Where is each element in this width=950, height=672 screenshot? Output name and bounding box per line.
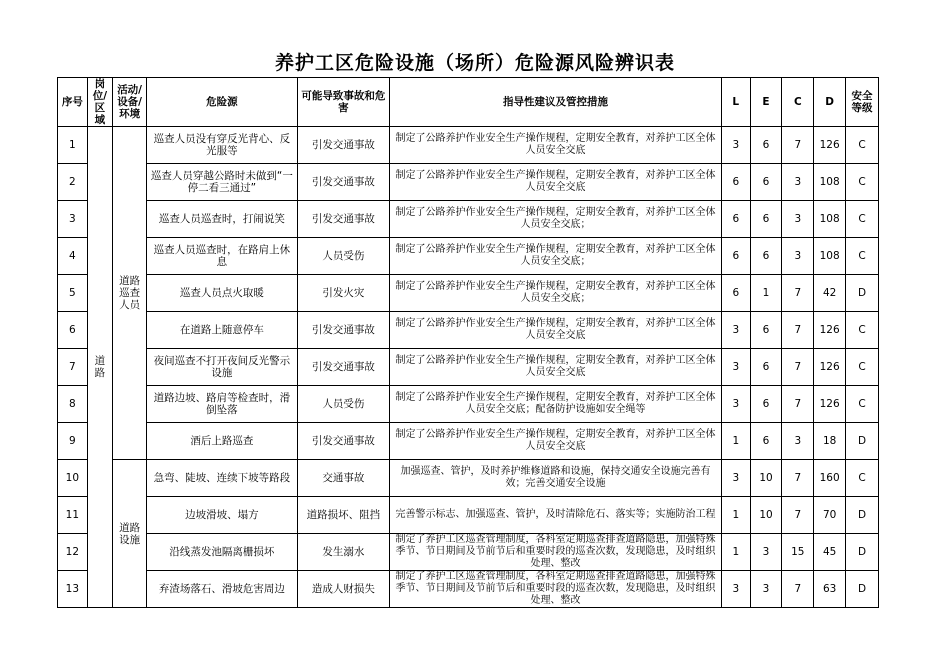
d-value: 126 (814, 127, 846, 164)
row-no: 10 (58, 460, 88, 497)
grade-value: D (846, 534, 879, 571)
row-no: 9 (58, 423, 88, 460)
d-value: 18 (814, 423, 846, 460)
header-activity: 活动/设备/环境 (113, 78, 147, 127)
measures-cell: 制定了公路养护作业安全生产操作规程，定期安全教育，对养护工区全体人员安全交底 (389, 164, 721, 201)
c-value: 7 (782, 312, 814, 349)
table-row (58, 349, 879, 386)
d-value: 126 (814, 312, 846, 349)
l-value: 1 (721, 497, 750, 534)
e-value: 6 (750, 386, 782, 423)
accident-cell: 交通事故 (297, 460, 389, 497)
header-post: 岗位/区域 (87, 78, 112, 127)
l-value: 3 (721, 349, 750, 386)
post-cell: 道路 (87, 127, 112, 608)
measures-cell: 制定了养护工区巡查管理制度，各科室定期巡查排查道路隐患，加强特殊季节、节日期间及节前节后和重要时段的巡查次数，发现隐患，及时组织处理、整改 (389, 571, 721, 608)
hazard-cell: 边坡滑坡、塌方 (147, 497, 298, 534)
row-no: 8 (58, 386, 88, 423)
measures-cell: 制定了公路养护作业安全生产操作规程，定期安全教育，对养护工区全体人员安全交底； (389, 201, 721, 238)
l-value: 6 (721, 275, 750, 312)
accident-cell: 引发交通事故 (297, 423, 389, 460)
accident-cell: 引发交通事故 (297, 127, 389, 164)
grade-value: C (846, 238, 879, 275)
c-value: 7 (782, 571, 814, 608)
l-value: 3 (721, 571, 750, 608)
hazard-cell: 夜间巡查不打开夜间反光警示设施 (147, 349, 298, 386)
header-row (58, 78, 879, 127)
table-row (58, 386, 879, 423)
l-value: 1 (721, 534, 750, 571)
measures-cell: 制定了公路养护作业安全生产操作规程，定期安全教育，对养护工区全体人员安全交底 (389, 312, 721, 349)
row-no: 7 (58, 349, 88, 386)
l-value: 3 (721, 127, 750, 164)
l-value: 1 (721, 423, 750, 460)
measures-cell: 制定了公路养护作业安全生产操作规程，定期安全教育，对养护工区全体人员安全交底 (389, 127, 721, 164)
l-value: 3 (721, 386, 750, 423)
accident-cell: 人员受伤 (297, 238, 389, 275)
accident-cell: 发生溺水 (297, 534, 389, 571)
e-value: 6 (750, 201, 782, 238)
hazard-cell: 巡查人员巡查时，打闹说笑 (147, 201, 298, 238)
d-value: 108 (814, 238, 846, 275)
grade-value: C (846, 201, 879, 238)
hazard-cell: 急弯、陡坡、连续下坡等路段 (147, 460, 298, 497)
c-value: 3 (782, 238, 814, 275)
header-grade: 安全等级 (846, 78, 879, 127)
grade-value: D (846, 497, 879, 534)
c-value: 3 (782, 423, 814, 460)
activity-group-cell: 道路巡查人员 (113, 127, 147, 460)
d-value: 126 (814, 386, 846, 423)
grade-value: D (846, 571, 879, 608)
hazard-cell: 在道路上随意停车 (147, 312, 298, 349)
table-row (58, 312, 879, 349)
grade-value: C (846, 312, 879, 349)
l-value: 6 (721, 238, 750, 275)
e-value: 10 (750, 497, 782, 534)
grade-value: C (846, 386, 879, 423)
e-value: 3 (750, 571, 782, 608)
table-row (58, 275, 879, 312)
e-value: 6 (750, 238, 782, 275)
d-value: 42 (814, 275, 846, 312)
header-e: E (750, 78, 782, 127)
row-no: 6 (58, 312, 88, 349)
hazard-cell: 巡查人员没有穿反光背心、反光服等 (147, 127, 298, 164)
l-value: 6 (721, 164, 750, 201)
table-row (58, 460, 879, 497)
c-value: 7 (782, 275, 814, 312)
activity-group-cell: 道路设施 (113, 460, 147, 608)
c-value: 15 (782, 534, 814, 571)
c-value: 7 (782, 497, 814, 534)
accident-cell: 引发交通事故 (297, 164, 389, 201)
row-no: 11 (58, 497, 88, 534)
row-no: 12 (58, 534, 88, 571)
e-value: 6 (750, 164, 782, 201)
measures-cell: 制定了公路养护作业安全生产操作规程，定期安全教育，对养护工区全体人员安全交底 (389, 349, 721, 386)
l-value: 3 (721, 312, 750, 349)
d-value: 108 (814, 164, 846, 201)
hazard-cell: 巡查人员穿越公路时未做到“一停二看三通过” (147, 164, 298, 201)
c-value: 3 (782, 201, 814, 238)
e-value: 1 (750, 275, 782, 312)
e-value: 10 (750, 460, 782, 497)
table-row (58, 164, 879, 201)
accident-cell: 引发交通事故 (297, 349, 389, 386)
measures-cell: 制定了公路养护作业安全生产操作规程，定期安全教育，对养护工区全体人员安全交底； (389, 238, 721, 275)
measures-cell: 制定了公路养护作业安全生产操作规程，定期安全教育，对养护工区全体人员安全交底； (389, 275, 721, 312)
hazard-cell: 酒后上路巡查 (147, 423, 298, 460)
d-value: 45 (814, 534, 846, 571)
d-value: 108 (814, 201, 846, 238)
header-measures: 指导性建议及管控措施 (389, 78, 721, 127)
table-row (58, 423, 879, 460)
hazard-cell: 巡查人员巡查时，在路肩上休息 (147, 238, 298, 275)
l-value: 3 (721, 460, 750, 497)
accident-cell: 人员受伤 (297, 386, 389, 423)
e-value: 6 (750, 312, 782, 349)
accident-cell: 造成人财损失 (297, 571, 389, 608)
row-no: 5 (58, 275, 88, 312)
accident-cell: 引发交通事故 (297, 201, 389, 238)
d-value: 126 (814, 349, 846, 386)
row-no: 1 (58, 127, 88, 164)
d-value: 63 (814, 571, 846, 608)
hazard-cell: 巡查人员点火取暖 (147, 275, 298, 312)
risk-table (57, 77, 879, 608)
e-value: 6 (750, 349, 782, 386)
c-value: 7 (782, 386, 814, 423)
measures-cell: 制定了养护工区巡查管理制度，各科室定期巡查排查道路隐患，加强特殊季节、节日期间及节前节后和重要时段的巡查次数，发现隐患，及时组织处理、整改 (389, 534, 721, 571)
header-no: 序号 (58, 78, 88, 127)
table-row (58, 534, 879, 571)
row-no: 3 (58, 201, 88, 238)
grade-value: D (846, 423, 879, 460)
table-row (58, 238, 879, 275)
hazard-cell: 道路边坡、路肩等检查时，滑倒坠落 (147, 386, 298, 423)
measures-cell: 制定了公路养护作业安全生产操作规程，定期安全教育，对养护工区全体人员安全交底；配备防护设施如安全绳等 (389, 386, 721, 423)
grade-value: C (846, 164, 879, 201)
row-no: 4 (58, 238, 88, 275)
header-accident: 可能导致事故和危害 (297, 78, 389, 127)
c-value: 7 (782, 460, 814, 497)
header-c: C (782, 78, 814, 127)
table-row (58, 201, 879, 238)
accident-cell: 引发火灾 (297, 275, 389, 312)
header-hazard: 危险源 (147, 78, 298, 127)
row-no: 13 (58, 571, 88, 608)
row-no: 2 (58, 164, 88, 201)
measures-cell: 加强巡查、管护，及时养护维修道路和设施，保持交通安全设施完善有效；完善交通安全设施 (389, 460, 721, 497)
table-row (58, 571, 879, 608)
hazard-cell: 弃渣场落石、滑坡危害周边 (147, 571, 298, 608)
table-row (58, 497, 879, 534)
d-value: 160 (814, 460, 846, 497)
c-value: 3 (782, 164, 814, 201)
page-title: 养护工区危险设施（场所）危险源风险辨识表 (274, 52, 675, 74)
grade-value: C (846, 460, 879, 497)
grade-value: C (846, 127, 879, 164)
header-d: D (814, 78, 846, 127)
e-value: 3 (750, 534, 782, 571)
measures-cell: 制定了公路养护作业安全生产操作规程，定期安全教育，对养护工区全体人员安全交底 (389, 423, 721, 460)
e-value: 6 (750, 423, 782, 460)
grade-value: C (846, 349, 879, 386)
measures-cell: 完善警示标志、加强巡查、管护，及时清除危石、落实等；实施防治工程 (389, 497, 721, 534)
header-l: L (721, 78, 750, 127)
accident-cell: 引发交通事故 (297, 312, 389, 349)
d-value: 70 (814, 497, 846, 534)
grade-value: D (846, 275, 879, 312)
table-row (58, 127, 879, 164)
hazard-cell: 沿线蒸发池隔离栅损坏 (147, 534, 298, 571)
e-value: 6 (750, 127, 782, 164)
c-value: 7 (782, 349, 814, 386)
accident-cell: 道路损坏、阻挡 (297, 497, 389, 534)
l-value: 6 (721, 201, 750, 238)
c-value: 7 (782, 127, 814, 164)
